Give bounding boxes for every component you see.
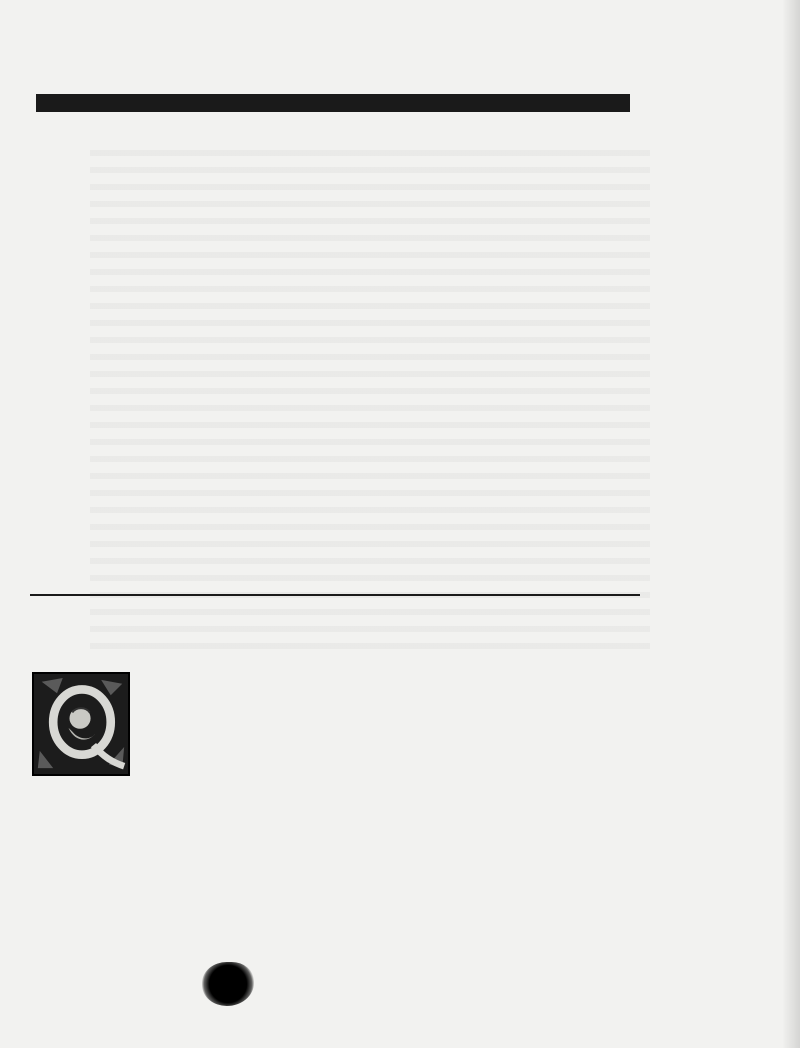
decorated-initial-q: [32, 672, 130, 776]
ink-blot-stain: [202, 962, 254, 1006]
show-through-texture: [90, 150, 650, 650]
page-edge-shadow: [782, 0, 800, 1048]
title-subtitle: [22, 508, 642, 536]
decorative-headpiece-ornament: [36, 62, 630, 144]
horizontal-rule: [30, 594, 640, 596]
